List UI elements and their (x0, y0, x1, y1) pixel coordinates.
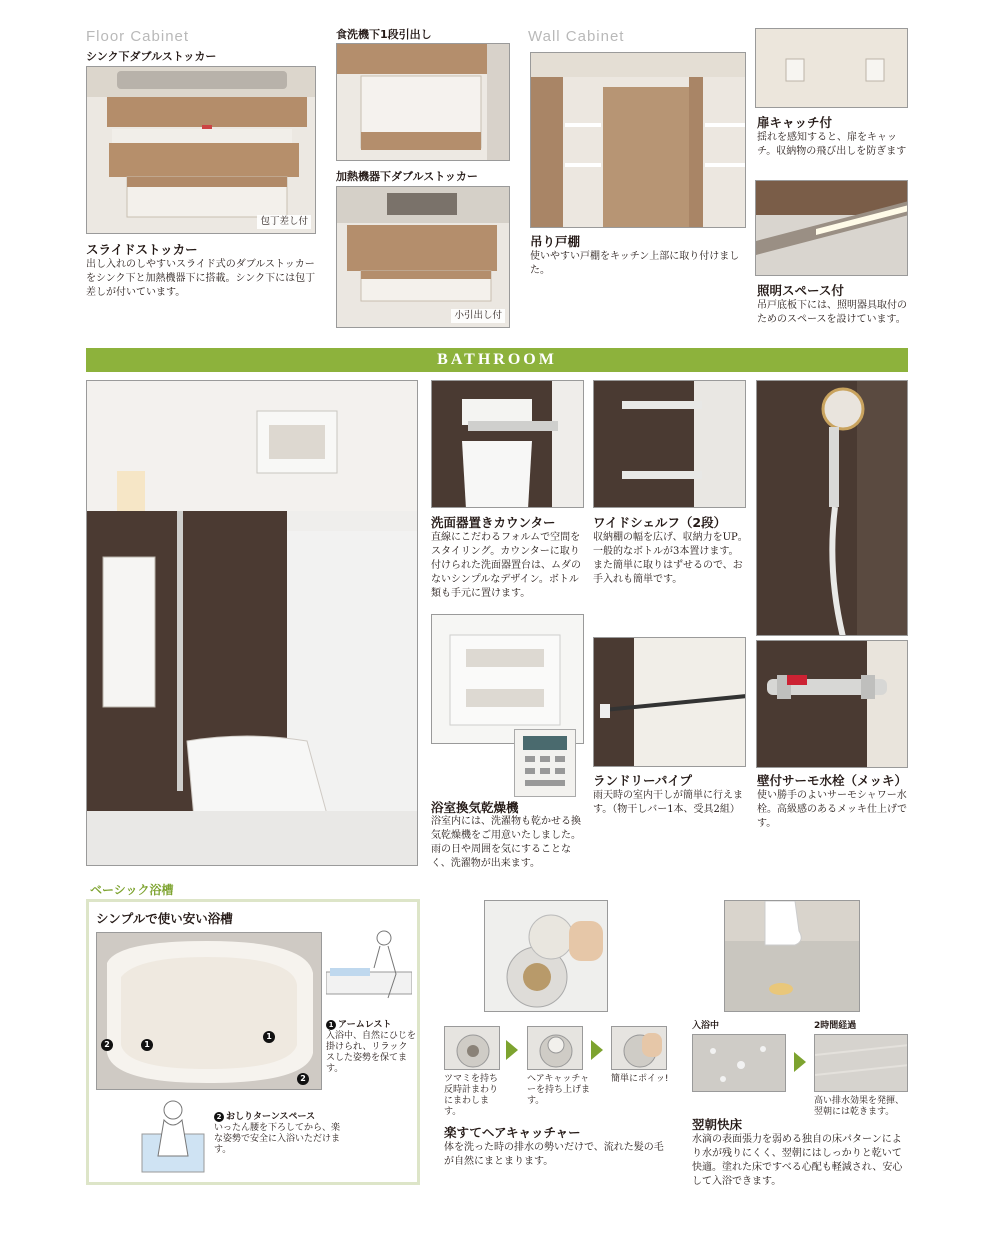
counter-photo (431, 380, 584, 508)
hair-step1-photo (444, 1026, 500, 1070)
tub-marker-2b: 2 (297, 1073, 309, 1085)
laundry-pipe-photo (593, 637, 746, 767)
basic-tub-label: ベーシック浴槽 (90, 883, 174, 897)
floor-after-caption: 高い排水効果を発揮、翌朝には乾きます。 (814, 1096, 905, 1117)
laundry-pipe-title: ランドリーパイプ (593, 773, 693, 788)
door-catch-title: 扉キャッチ付 (757, 115, 833, 130)
floor-after-label: 2時間経過 (814, 1021, 857, 1031)
wide-shelf-title: ワイドシェルフ（2段） (593, 515, 727, 530)
floor-text: 水滴の表面張力を弱める独自の床パターンにより水が残りにくく、翌朝にはしっかりと乾いて快適。塗れた床ですべる心配も軽減され、安心して入浴できます。 (692, 1134, 903, 1187)
tub-marker-2a: 2 (101, 1039, 113, 1051)
door-catch-text: 揺れを感知すると、扉をキャッチ。収納物の飛び出しを防ぎます (757, 132, 907, 157)
armrest-caption (326, 1020, 416, 1075)
hanging-shelf-text: 使いやすい戸棚をキッチン上部に取り付けました。 (530, 251, 740, 276)
dryer-remote (514, 729, 576, 797)
dryer-photo (431, 614, 584, 744)
tub-marker-1a: 1 (141, 1039, 153, 1051)
floor-cabinet-heading: Floor Cabinet (86, 28, 190, 45)
faucet-text: 使い勝手のよいサーモシャワー水栓。高級感のあるメッキ仕上げです。 (757, 790, 907, 829)
tub-box-title: シンプルで使い安い浴槽 (96, 911, 233, 926)
wide-shelf-photo (593, 380, 746, 508)
hanging-shelf-photo (530, 52, 746, 228)
turn-space-caption (214, 1112, 340, 1156)
laundry-pipe-text: 雨天時の室内干しが簡単に行えます。（物干しバー1本、受具2組） (593, 790, 743, 815)
armrest-title: アームレスト (338, 1020, 392, 1030)
floor-before-photo (692, 1034, 786, 1092)
dryer-title: 浴室換気乾燥機 (431, 800, 519, 815)
heater-stocker-label: 加熱機器下ダブルストッカー (336, 170, 478, 183)
small-drawer-tag: 小引出し付 (451, 309, 505, 323)
tub-marker-1b: 1 (263, 1031, 275, 1043)
light-space-text: 吊戸底板下には、照明器具取付のためのスペースを設けています。 (757, 300, 907, 325)
faucet-title: 壁付サーモ水栓（メッキ） (757, 773, 908, 788)
hair-step-arrow-1 (506, 1040, 518, 1060)
counter-title: 洗面器置きカウンター (431, 515, 556, 530)
floor-before-label: 入浴中 (692, 1021, 720, 1031)
armrest-num: 1 (326, 1020, 336, 1030)
hair-catcher-text: 体を洗った時の排水の勢いだけで、流れた髪の毛が自然にまとまります。 (444, 1142, 664, 1167)
dryer-text: 浴室内には、洗濯物も乾かせる換気乾燥機をご用意いたしました。雨の日や周囲を気にすることなく、洗濯物が出来ます。 (431, 816, 581, 869)
dishwasher-drawer-photo (336, 43, 510, 161)
slide-stocker-title: スライドストッカー (86, 242, 198, 257)
hair-catcher-photo (484, 900, 608, 1012)
slide-stocker-text: 出し入れのしやすいスライド式のダブルストッカーをシンク下と加熱機器下に搭載。シンク下には包丁差しが付いています。 (86, 259, 316, 298)
hair-step3-photo (611, 1026, 667, 1070)
dishwasher-drawer-label: 食洗機下1段引出し (336, 28, 432, 41)
armrest-illustration (326, 928, 412, 1012)
bathroom-band: BATHROOM (86, 348, 908, 372)
armrest-text: 入浴中、自然にひじを掛けられ、リラックスした姿勢を保てます。 (326, 1031, 417, 1074)
heater-stocker-photo (336, 186, 510, 328)
shower-photo (756, 380, 908, 636)
sink-stocker-photo (86, 66, 316, 234)
hair-step2-photo (527, 1026, 583, 1070)
light-space-photo (755, 180, 908, 276)
hair-step2-text: ヘアキャッチャーを持ち上げます。 (527, 1074, 591, 1106)
turn-title: おしりターンスペース (226, 1112, 316, 1122)
wall-cabinet-heading: Wall Cabinet (528, 28, 625, 45)
door-catch-photo (755, 28, 908, 108)
turn-num: 2 (214, 1112, 224, 1122)
hair-catcher-title: 楽すてヘアキャッチャー (444, 1125, 581, 1140)
hair-step3-text: 簡単にポイッ! (611, 1074, 669, 1084)
wide-shelf-text: 収納棚の幅を広げ、収納力をUP。一般的なボトルが3本置けます。また簡単に取りはずせるので、お手入れも簡単です。 (593, 532, 748, 585)
floor-after-photo (814, 1034, 908, 1092)
hair-step1-text: ツマミを持ち反時計まわりにまわします。 (444, 1074, 499, 1117)
floor-title: 翌朝快床 (692, 1117, 743, 1132)
sink-stocker-label: シンク下ダブルストッカー (86, 50, 217, 63)
light-space-title: 照明スペース付 (757, 283, 844, 298)
tub-photo (96, 932, 322, 1090)
hair-step-arrow-2 (591, 1040, 603, 1060)
floor-arrow (794, 1052, 806, 1072)
floor-photo (724, 900, 860, 1012)
turn-text: いったん腰を下ろしてから、楽な姿勢で安全に入浴いただけます。 (214, 1123, 341, 1155)
bathroom-main-photo (86, 380, 418, 866)
knife-holder-tag: 包丁差し付 (257, 215, 311, 229)
turn-space-illustration (136, 1096, 210, 1176)
hanging-shelf-title: 吊り戸棚 (530, 234, 581, 249)
counter-text: 直線にこだわるフォルムで空間をスタイリング。カウンターに取り付けられた洗面器置台は、ムダのないシンプルなデザイン。ボトル類も手元に置けます。 (431, 532, 581, 599)
faucet-photo (756, 640, 908, 768)
